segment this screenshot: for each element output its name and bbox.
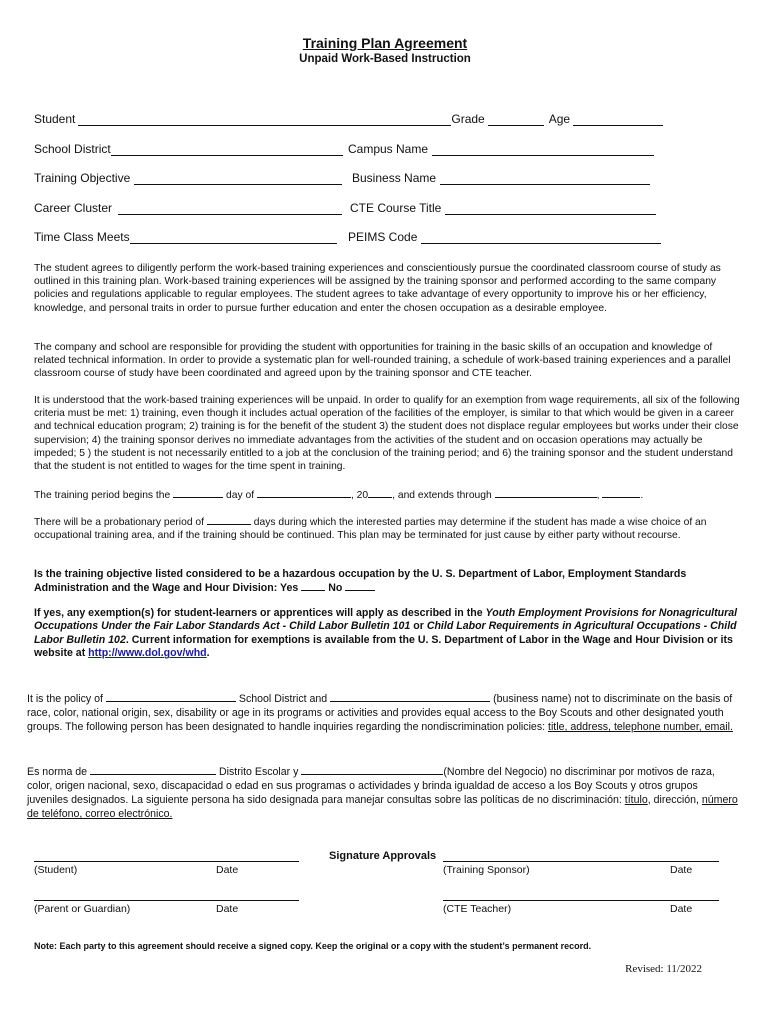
career-cluster-label: Career Cluster xyxy=(34,201,113,215)
peims-code-blank[interactable] xyxy=(421,232,661,244)
parent-date-label: Date xyxy=(216,903,239,915)
age-blank[interactable] xyxy=(573,114,663,126)
parent-sig-label: (Parent or Guardian) xyxy=(34,903,131,915)
training-objective-label: Training Objective xyxy=(34,171,131,185)
student-label: Student xyxy=(34,112,76,126)
policy-es-titulo: título xyxy=(624,794,648,806)
peims-code-label: PEIMS Code xyxy=(348,230,418,244)
period-day-of-text: day of xyxy=(226,490,255,501)
student-field xyxy=(34,112,663,126)
page-subtitle: Unpaid Work-Based Instruction xyxy=(299,53,471,65)
period-end-year-blank[interactable] xyxy=(602,488,640,498)
policy-es-text-c: (Nombre del Negocio) no discriminar por motivos de raza, color, origen nacional, sexo, discapacidad o edad en sus programas o actividades y brinda igualdad de acceso a los Boy Scouts y otros grupos juveniles designados. La siguiente persona ha sido designada para manejar consultas sobre las políticas de no discriminación: xyxy=(27,766,715,806)
hazard-question xyxy=(34,568,740,596)
hazard-no-blank[interactable] xyxy=(345,581,375,591)
footer-note: Note: Each party to this agreement should receive a signed copy. Keep the original or a copy with the student’s permanent record. xyxy=(34,941,592,951)
career-cluster-blank[interactable] xyxy=(118,203,342,215)
policy-es-direccion: , dirección, xyxy=(647,794,702,806)
grade-blank[interactable] xyxy=(488,114,544,126)
page-title: Training Plan Agreement xyxy=(302,35,468,51)
time-class-field xyxy=(34,230,337,244)
teacher-date-label: Date xyxy=(670,903,693,915)
policy-en-business-blank[interactable] xyxy=(330,692,490,702)
policy-en-contact: title, address, telephone number, email. xyxy=(548,721,733,733)
period-year-blank[interactable] xyxy=(368,488,392,498)
bulletin-101-title: Youth Employment Provisions for Nonagricultural Occupations Under the Fair Labor Standards Act - Child Labor Bulletin 101 xyxy=(34,607,738,633)
policy-es-district-blank[interactable] xyxy=(90,765,216,775)
exemption-text-1: If yes, any exemption(s) for student-learners or apprentices will apply as described in the xyxy=(34,607,486,619)
policy-es-contact: número de teléfono, correo electrónico. xyxy=(27,794,738,820)
school-district-field xyxy=(34,142,343,156)
hazard-question-text: Is the training objective listed considered to be a hazardous occupation by the U. S. Department of Labor, Employment Standards Administration and the Wage and Hour Division: Yes xyxy=(34,568,687,595)
business-name-blank[interactable] xyxy=(440,173,650,185)
period-year-text: , 20 xyxy=(350,490,369,501)
hazard-no-text: No xyxy=(328,582,343,595)
peims-code-field xyxy=(348,230,661,244)
dol-whd-link[interactable]: http://www.dol.gov/whd xyxy=(88,647,207,660)
career-cluster-field xyxy=(34,201,342,215)
time-class-blank[interactable] xyxy=(130,232,337,244)
parent-signature-line[interactable] xyxy=(34,900,299,901)
campus-name-field xyxy=(348,142,654,156)
cte-course-blank[interactable] xyxy=(445,203,656,215)
sponsor-signature-line[interactable] xyxy=(443,861,719,862)
sponsor-sig-label: (Training Sponsor) xyxy=(443,864,530,876)
business-name-field xyxy=(352,171,650,185)
teacher-signature-line[interactable] xyxy=(443,900,719,901)
student-sig-label: (Student) xyxy=(34,864,78,876)
nondiscrimination-policy-es xyxy=(27,765,739,821)
exemption-end: . xyxy=(206,647,210,660)
student-blank[interactable] xyxy=(78,114,451,126)
policy-es-text-a: Es norma de xyxy=(27,766,88,778)
period-day-blank[interactable] xyxy=(173,488,223,498)
business-name-label: Business Name xyxy=(352,171,437,185)
policy-es-text-b: Distrito Escolar y xyxy=(218,766,299,778)
campus-name-label: Campus Name xyxy=(348,142,429,156)
company-school-paragraph: The company and school are responsible for providing the student with opportunities for training in the basic skills of an occupation and knowledge of related technical information. In order to provide a systematic plan for well-rounded training, a schedule of work-based training experiences and a parallel classroom course of study have been coordinated and agreed upon by the training sponsor and CTE teacher. xyxy=(34,342,731,380)
grade-label: Grade xyxy=(451,112,485,126)
hazard-yes-blank[interactable] xyxy=(301,581,325,591)
probation-after-text: days during which the interested parties may determine if the student has made a wise choice of an occupational training area, and if the training should be continued. This plan may be terminated for just cause by either party without recourse. xyxy=(34,517,707,542)
period-begins-text: The training period begins the xyxy=(34,490,171,501)
student-signature-line[interactable] xyxy=(34,861,299,862)
bulletin-102-title: Child Labor Requirements in Agricultural Occupations - Child Labor Bulletin 102 xyxy=(34,620,737,646)
campus-name-blank[interactable] xyxy=(432,144,654,156)
policy-en-text-c: (business name) not to discriminate on the basis of race, color, national origin, sex, disability or age in its programs or activities and provides equal access to the Boy Scouts and other designated youth groups. The following person has been designated to handle inquiries regarding the nondiscrimination policies: xyxy=(27,693,733,733)
age-label: Age xyxy=(548,112,571,126)
probation-days-blank[interactable] xyxy=(207,515,251,525)
signature-approvals-heading: Signature Approvals xyxy=(329,850,437,862)
time-class-label: Time Class Meets xyxy=(34,230,130,244)
school-district-blank[interactable] xyxy=(111,144,343,156)
student-agreement-paragraph: The student agrees to diligently perform the work-based training experiences and conscientiously pursue the coordinated classroom course of study as outlined in this training plan. Work-based training experiences will be assigned by the training sponsor and performed according to the same company policies and regulations applicable to regular employees. The student agrees to take advantage of every opportunity to improve his or her efficiency, knowledge, and personal traits in order to pursue further education and enter the chosen occupation as a desirable employee. xyxy=(34,263,721,314)
period-extends-text: , and extends through xyxy=(392,490,492,501)
probation-paragraph xyxy=(34,515,740,542)
school-district-label: School District xyxy=(34,142,111,156)
teacher-sig-label: (CTE Teacher) xyxy=(443,903,512,915)
policy-en-district-blank[interactable] xyxy=(106,692,236,702)
cte-course-field xyxy=(350,201,656,215)
nondiscrimination-policy-en xyxy=(27,692,739,734)
exemption-text-3: . Current information for exemptions is available from the U. S. Department of Labor in the Wage and Hour Division or its website at xyxy=(34,633,733,660)
exemption-paragraph xyxy=(34,607,740,661)
period-comma-text: , xyxy=(596,490,600,501)
policy-es-business-blank[interactable] xyxy=(301,765,443,775)
policy-en-text-b: School District and xyxy=(238,693,328,705)
policy-en-text-a: It is the policy of xyxy=(27,693,103,705)
training-period-line: The training period begins the day of , 20 , and extends through , . xyxy=(34,490,644,501)
revision-date: Revised: 11/2022 xyxy=(625,963,702,975)
period-month-blank[interactable] xyxy=(257,488,351,498)
training-objective-field xyxy=(34,171,342,185)
sponsor-date-label: Date xyxy=(670,864,693,876)
training-objective-blank[interactable] xyxy=(134,173,342,185)
period-end-date-blank[interactable] xyxy=(495,488,597,498)
exemption-text-2: or xyxy=(410,620,427,633)
unpaid-criteria-paragraph: It is understood that the work-based training experiences will be unpaid. In order to qualify for an exemption from wage requirements, all six of the following criteria must be met: 1) training, even though it includes actual operation of the facilities of the employer, is similar to that which would be given in a career and technical education program; 2) training is for the benefit of the student 3) the student does not displace regular employees but works under their close supervision; 4) the training sponsor derives no immediate advantages from the activities of the student and on occasion operations may actually be impeded; 5 ) the student is not necessarily entitled to a job at the conclusion of the training period; and 6) the training sponsor and the student understand that the student is not entitled to wages for the time spent in training. xyxy=(34,395,740,473)
probation-before-text: There will be a probationary period of xyxy=(34,517,204,528)
student-date-label: Date xyxy=(216,864,239,876)
cte-course-label: CTE Course Title xyxy=(350,201,442,215)
